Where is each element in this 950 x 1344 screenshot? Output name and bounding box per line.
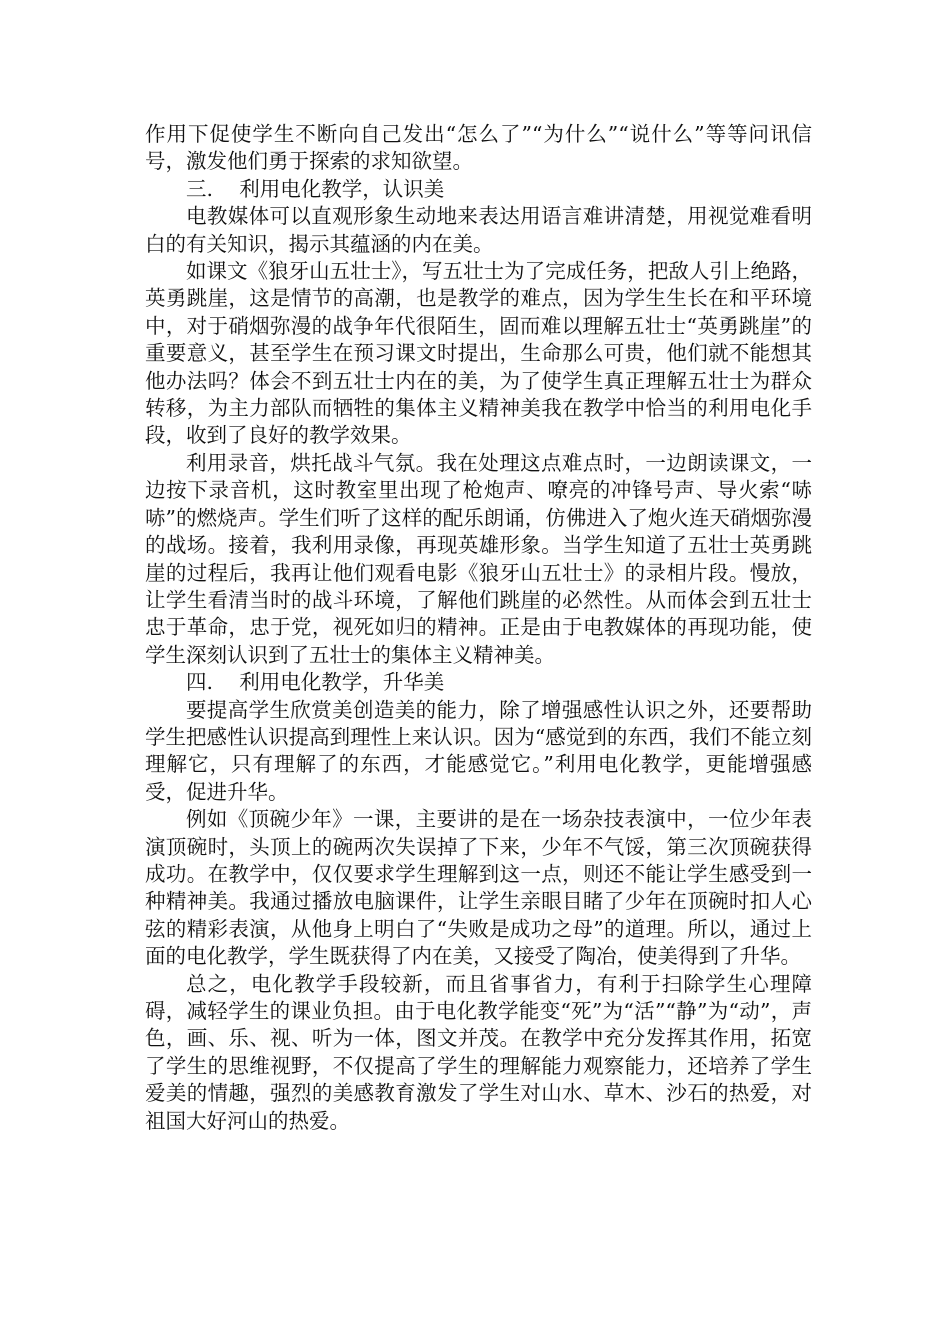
section-number: 四. bbox=[186, 670, 214, 695]
body-paragraph: 要提高学生欣赏美创造美的能力，除了增强感性认识之外，还要帮助学生把感性认识提高到理性上来认识。因为“感觉到的东西，我们不能立刻理解它，只有理解了的东西，才能感觉它。”利用电化教学，更能增强感受，促进升华。 bbox=[145, 697, 812, 804]
document-body bbox=[145, 121, 812, 1135]
body-paragraph: 电教媒体可以直观形象生动地来表达用语言难讲清楚，用视觉难看明白的有关知识，揭示其蕴涵的内在美。 bbox=[145, 204, 812, 256]
section-title: 利用电化教学，升华美 bbox=[239, 670, 445, 695]
section-heading-3 bbox=[145, 176, 812, 203]
body-paragraph: 例如《顶碗少年》一课，主要讲的是在一场杂技表演中，一位少年表演顶碗时，头顶上的碗两次失误掉了下来，少年不气馁，第三次顶碗获得成功。在教学中，仅仅要求学生理解到这一点，则还不能让学生感受到一种精神美。我通过播放电脑课件，让学生亲眼目睹了少年在顶碗时扣人心弦的精彩表演，从他身上明白了“失败是成功之母”的道理。所以，通过上面的电化教学，学生既获得了内在美，又接受了陶冶，使美得到了升华。 bbox=[145, 807, 812, 969]
body-paragraph: 如课文《狼牙山五壮士》，写五壮士为了完成任务，把敌人引上绝路，英勇跳崖，这是情节的高潮，也是教学的难点，因为学生生长在和平环境中，对于硝烟弥漫的战争年代很陌生，固而难以理解五壮士“英勇跳崖”的重要意义，甚至学生在预习课文时提出，生命那么可贵，他们就不能想其他办法吗？体会不到五壮士内在的美，为了使学生真正理解五壮士为群众转移，为主力部队而牺牲的集体主义精神美我在教学中恰当的利用电化手段，收到了良好的教学效果。 bbox=[145, 259, 812, 448]
intro-paragraph: 作用下促使学生不断向自己发出“怎么了”“为什么”“说什么”等等问讯信号，激发他们勇于探索的求知欲望。 bbox=[145, 122, 812, 174]
section-number: 三. bbox=[186, 176, 214, 201]
section-title: 利用电化教学，认识美 bbox=[239, 176, 445, 201]
section-heading-4 bbox=[145, 669, 812, 696]
body-paragraph: 总之，电化教学手段较新，而且省事省力，有利于扫除学生心理障碍，减轻学生的课业负担。由于电化教学能变“死”为“活”“静”为“动”，声色，画、乐、视、听为一体，图文并茂。在教学中充分发挥其作用，拓宽了学生的思维视野，不仅提高了学生的理解能力观察能力，还培养了学生爱美的情趣，强烈的美感教育激发了学生对山水、草木、沙石的热爱，对祖国大好河山的热爱。 bbox=[145, 971, 812, 1133]
body-paragraph: 利用录音，烘托战斗气氛。我在处理这点难点时，一边朗读课文，一边按下录音机，这时教室里出现了枪炮声、嘹亮的冲锋号声、导火索“哧哧”的燃烧声。学生们听了这样的配乐朗诵，仿佛进入了炮火连天硝烟弥漫的战场。接着，我利用录像，再现英雄形象。当学生知道了五壮士英勇跳崖的过程后，我再让他们观看电影《狼牙山五壮士》的录相片段。慢放，让学生看清当时的战斗环境，了解他们跳崖的必然性。从而体会到五壮士忠于革命，忠于党，视死如归的精神。正是由于电教媒体的再现功能，使学生深刻认识到了五壮士的集体主义精神美。 bbox=[145, 450, 812, 667]
